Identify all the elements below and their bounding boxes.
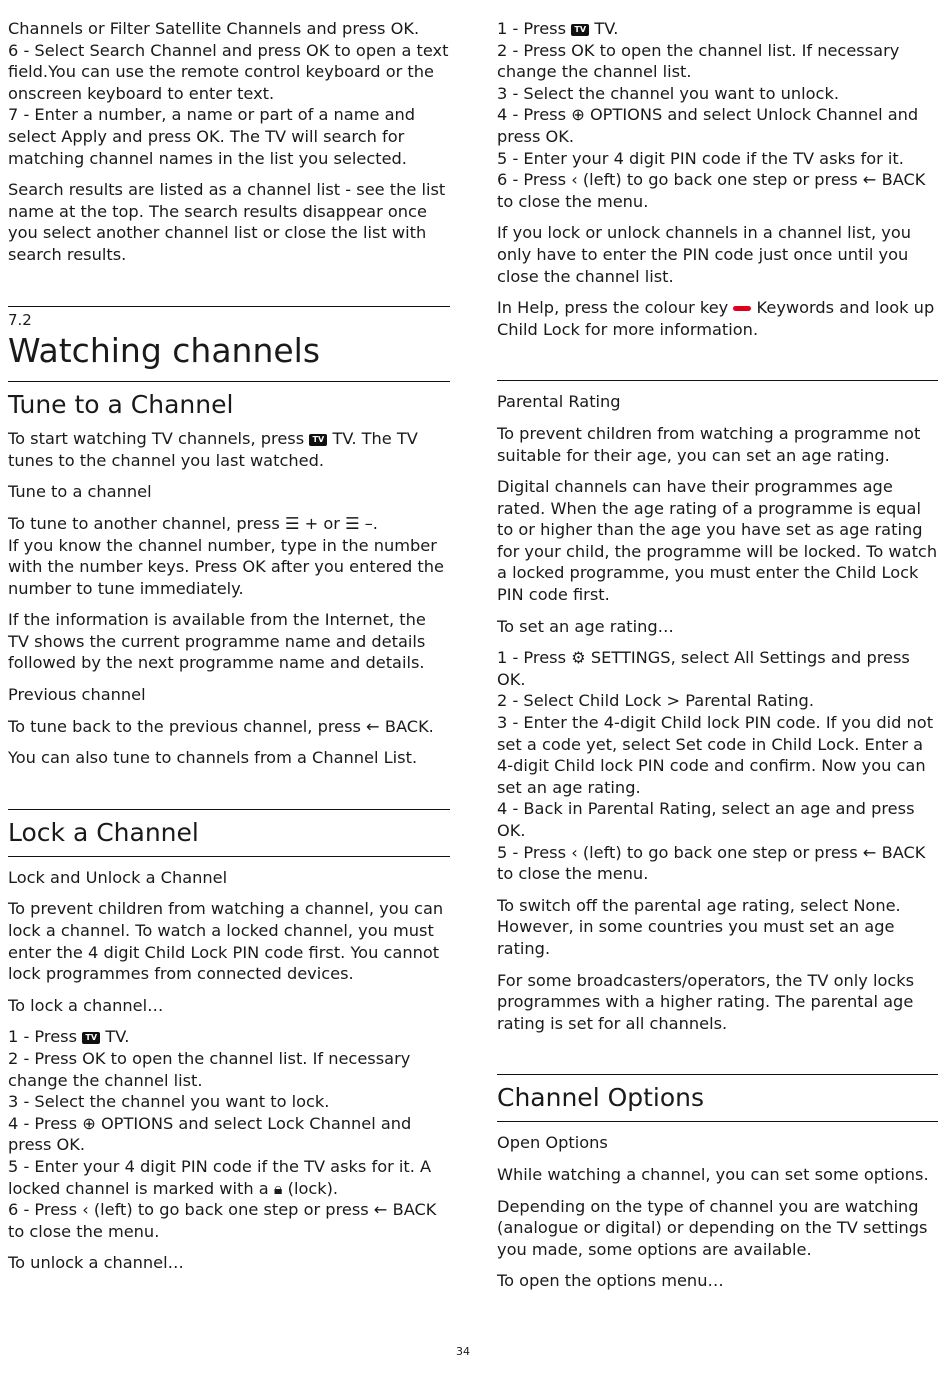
text: To start watching TV channels, press <box>8 429 305 449</box>
step-4: 4 - Back in Parental Rating, select an age and press OK. <box>497 799 915 840</box>
step-6: 6 - Press ‹ (left) to go back one step or press ← BACK to close the menu. <box>8 1200 437 1241</box>
section-title: Watching channels <box>8 331 321 371</box>
paragraph: Search results are listed as a channel list - see the list name at the top. The search results disappear once you select another channel list or close the list with search results. <box>8 180 446 264</box>
step-6: 6 - Press ‹ (left) to go back one step or press ← BACK to close the menu. <box>497 170 926 211</box>
section-number: 7.2 <box>8 310 32 329</box>
heading-rule <box>8 381 450 382</box>
subheading-parental-rating: Parental Rating <box>497 392 621 412</box>
heading-rule <box>497 1074 938 1075</box>
back-arrow-icon: ← <box>373 1200 388 1220</box>
step-1: 1 - Press TV TV. <box>497 19 619 38</box>
search-steps <box>8 18 450 169</box>
paragraph: To lock a channel… <box>8 995 164 1015</box>
paragraph: Depending on the type of channel you are watching (analogue or digital) or depending on the TV settings you made, some options are available. <box>497 1196 928 1259</box>
step-1: 1 - Press ⚙ SETTINGS, select All Settings and press OK. <box>497 648 910 689</box>
step-3: 3 - Select the channel you want to lock. <box>8 1092 330 1112</box>
paragraph <box>8 716 450 738</box>
chevron-left-icon: ‹ <box>571 842 578 862</box>
step-3: 3 - Enter the 4-digit Child lock PIN code. If you did not set a code yet, select Set code in Child Lock. Enter a 4-digit Child lock PIN code and confirm. Now you can set an age rating. <box>497 713 934 797</box>
step-3: 3 - Select the channel you want to unlock. <box>497 83 839 103</box>
step-6: 6 - Select Search Channel and press OK to open a text field.You can use the remote control keyboard or the onscreen keyboard to enter text. <box>8 40 449 103</box>
heading-channel-options: Channel Options <box>497 1083 705 1113</box>
heading-tune-to-channel: Tune to a Channel <box>8 390 234 420</box>
gear-icon: ⚙ <box>571 648 586 668</box>
paragraph: If you lock or unlock channels in a channel list, you only have to enter the PIN code just once until you close the channel list. <box>497 223 911 286</box>
lock-icon: 🔒︎ <box>273 1178 283 1198</box>
paragraph: To tune to another channel, press ☰ + or ☰ –. If you know the channel number, type in the number with the number keys. Press OK after you entered the number to tune immediately. <box>8 513 444 598</box>
step-2: 2 - Press OK to open the channel list. If necessary change the channel list. <box>8 1049 411 1090</box>
paragraph: If the information is available from the Internet, the TV shows the current programme name and details followed by the next programme name and details. <box>8 610 426 673</box>
paragraph: Channels or Filter Satellite Channels and press OK. <box>8 19 420 38</box>
paragraph: You can also tune to channels from a Channel List. <box>8 748 418 768</box>
step-4: 4 - Press ⊕ OPTIONS and select Lock Channel and press OK. <box>8 1113 412 1155</box>
tv-icon: TV <box>571 24 589 36</box>
options-plus-icon: ⊕ <box>571 105 585 125</box>
text: To tune to another channel, press <box>8 513 280 533</box>
parental-rating-steps <box>497 647 938 885</box>
heading-rule <box>8 809 450 810</box>
paragraph: To open the options menu… <box>497 1271 724 1291</box>
subheading-lock-unlock: Lock and Unlock a Channel <box>8 867 228 887</box>
red-colour-key-icon <box>733 306 751 311</box>
step-1: 1 - Press TV TV. <box>8 1027 130 1047</box>
text: BACK. <box>384 716 434 736</box>
chevron-left-icon: ‹ <box>82 1200 89 1220</box>
subheading-previous-channel: Previous channel <box>8 685 146 705</box>
paragraph: To unlock a channel… <box>8 1253 184 1273</box>
section-rule <box>8 306 450 307</box>
plus-icon: + <box>304 513 319 533</box>
heading-lock-a-channel: Lock a Channel <box>8 817 199 847</box>
text: TV. The TV tunes to the channel you last watched. <box>8 429 418 470</box>
text: or <box>323 513 340 533</box>
menu-icon: ☰ <box>284 513 300 533</box>
step-7: 7 - Enter a number, a name or part of a name and select Apply and press OK. The TV will search for matching channel names in the list you selected. <box>8 105 416 168</box>
heading-rule <box>497 1121 938 1122</box>
step-2: 2 - Press OK to open the channel list. If necessary change the channel list. <box>497 40 900 82</box>
back-arrow-icon: ← <box>366 716 380 736</box>
paragraph: To set an age rating… <box>497 616 674 636</box>
heading-rule <box>497 380 938 381</box>
left-column <box>8 18 450 1284</box>
unlock-steps <box>497 18 938 212</box>
step-5: 5 - Press ‹ (left) to go back one step or press ← BACK to close the menu. <box>497 842 926 884</box>
minus-icon: – <box>364 513 373 533</box>
paragraph: To switch off the parental age rating, select None. However, in some countries you must set an age rating. <box>497 895 901 958</box>
paragraph: In Help, press the colour key Keywords and look up Child Lock for more information. <box>497 298 935 339</box>
menu-icon: ☰ <box>345 513 360 533</box>
back-arrow-icon: ← <box>862 842 877 862</box>
tv-icon: TV <box>82 1032 100 1044</box>
step-5: 5 - Enter your 4 digit PIN code if the TV asks for it. <box>497 148 904 168</box>
tv-icon: TV <box>309 434 327 446</box>
back-arrow-icon: ← <box>862 170 877 190</box>
paragraph <box>8 428 450 471</box>
step-4: 4 - Press ⊕ OPTIONS and select Unlock Channel and press OK. <box>497 105 919 146</box>
page-number: 34 <box>456 1345 470 1358</box>
step-2: 2 - Select Child Lock > Parental Rating. <box>497 691 814 711</box>
paragraph: To prevent children from watching a programme not suitable for their age, you can set an age rating. <box>497 423 921 465</box>
lock-steps <box>8 1026 450 1242</box>
subheading-tune-a-channel: Tune to a channel <box>8 482 152 502</box>
right-column <box>497 18 938 1302</box>
paragraph: While watching a channel, you can set some options. <box>497 1164 929 1184</box>
chevron-left-icon: ‹ <box>571 170 578 190</box>
step-5: 5 - Enter your 4 digit PIN code if the TV asks for it. A locked channel is marked with a 🔒︎ (lock). <box>8 1156 432 1198</box>
options-plus-icon: ⊕ <box>82 1113 96 1133</box>
paragraph: Digital channels can have their programmes age rated. When the age rating of a programme is equal to or higher than the age you have set as age rating for your child, the programme will be locked. To watch a locked programme, you must enter the Child Lock PIN code first. <box>497 477 938 605</box>
text: To tune back to the previous channel, press <box>8 716 361 736</box>
text: If you know the channel number, type in the number with the number keys. Press OK after you entered the number to tune immediately. <box>8 535 444 598</box>
paragraph: For some broadcasters/operators, the TV only locks programmes with a higher rating. The parental age rating is set for all channels. <box>497 970 915 1033</box>
paragraph: To prevent children from watching a channel, you can lock a channel. To watch a locked channel, you must enter the 4 digit Child Lock PIN code first. You cannot lock programmes from connected devices. <box>8 899 444 984</box>
subheading-open-options: Open Options <box>497 1133 608 1153</box>
heading-rule <box>8 856 450 857</box>
